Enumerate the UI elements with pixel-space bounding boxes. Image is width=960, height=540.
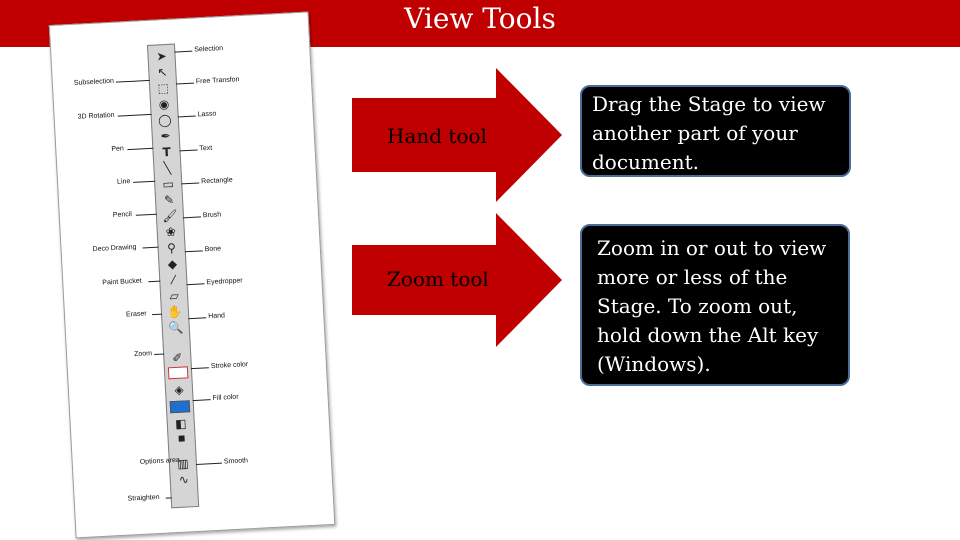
- eyedropper-icon: ⁄: [171, 272, 175, 287]
- label-3d-rotation: 3D Rotation: [77, 111, 115, 121]
- zoom-tool-description-box: [580, 224, 850, 386]
- label-smooth: Smooth: [223, 457, 249, 466]
- label-free-transform: Free Transfon: [195, 76, 240, 86]
- label-brush: Brush: [202, 211, 222, 220]
- eraser-icon: ▱: [169, 288, 180, 304]
- selection-arrow-icon: ➤: [156, 48, 167, 64]
- stroke-pen-icon: ✐: [171, 350, 183, 366]
- rectangle-icon: ▭: [162, 176, 175, 192]
- label-zoom: Zoom: [133, 350, 153, 359]
- label-hand: Hand: [208, 312, 226, 321]
- label-text: Text: [199, 144, 213, 153]
- label-deco-drawing: Deco Drawing: [92, 243, 137, 254]
- stroke-color-swatch: [168, 366, 189, 379]
- options-icon: ▥: [176, 456, 189, 471]
- pencil-icon: ✎: [163, 192, 175, 208]
- label-stroke-color: Stroke color: [210, 361, 249, 371]
- fill-color-swatch: [170, 400, 191, 413]
- label-paint-bucket: Paint Bucket: [102, 277, 142, 287]
- label-selection: Selection: [194, 45, 224, 54]
- label-eraser: Eraser: [125, 310, 147, 319]
- hand-tool-description-box: [580, 85, 851, 177]
- lasso-icon: ◯: [157, 112, 172, 128]
- subselection-arrow-icon: ↖: [157, 64, 168, 80]
- label-straighten: Straighten: [127, 493, 160, 503]
- zoom-icon: 🔍: [167, 320, 184, 336]
- zoom-tool-label: Zoom tool: [387, 267, 489, 291]
- label-options-area: Options area: [139, 456, 181, 466]
- label-lasso: Lasso: [197, 110, 217, 119]
- fill-bucket-icon: ◈: [174, 382, 185, 398]
- default-colors-icon: ▪: [177, 430, 186, 445]
- 3d-rotation-icon: ◉: [158, 96, 170, 112]
- label-line: Line: [116, 178, 131, 186]
- smooth-icon: ∿: [178, 472, 190, 487]
- swap-colors-icon: ◧: [174, 416, 187, 432]
- zoom-tool-description: Zoom in or out to view more or less of the Stage. To zoom out, hold down the Alt key (Windows).: [597, 236, 827, 376]
- hand-tool-description: Drag the Stage to view another part of your document.: [592, 92, 826, 174]
- label-bone: Bone: [204, 245, 222, 254]
- label-subselection: Subselection: [73, 77, 115, 87]
- deco-icon: ❀: [165, 224, 177, 240]
- pen-icon: ✒: [160, 128, 172, 144]
- brush-icon: 🖌: [161, 208, 178, 224]
- label-eyedropper: Eyedropper: [206, 277, 243, 287]
- free-transform-icon: ⬚: [157, 80, 170, 96]
- text-icon: T: [162, 144, 172, 160]
- tools-panel-illustration: [49, 12, 333, 537]
- label-pen: Pen: [111, 145, 125, 153]
- hand-icon: ✋: [167, 304, 183, 320]
- label-rectangle: Rectangle: [201, 176, 233, 186]
- slide-title: View Tools: [404, 2, 556, 35]
- label-pencil: Pencil: [112, 211, 133, 220]
- hand-tool-label: Hand tool: [387, 124, 487, 148]
- bone-icon: ⚲: [166, 240, 177, 256]
- paint-bucket-icon: ◆: [167, 256, 178, 272]
- line-icon: ╲: [163, 160, 172, 176]
- label-fill-color: Fill color: [212, 393, 239, 403]
